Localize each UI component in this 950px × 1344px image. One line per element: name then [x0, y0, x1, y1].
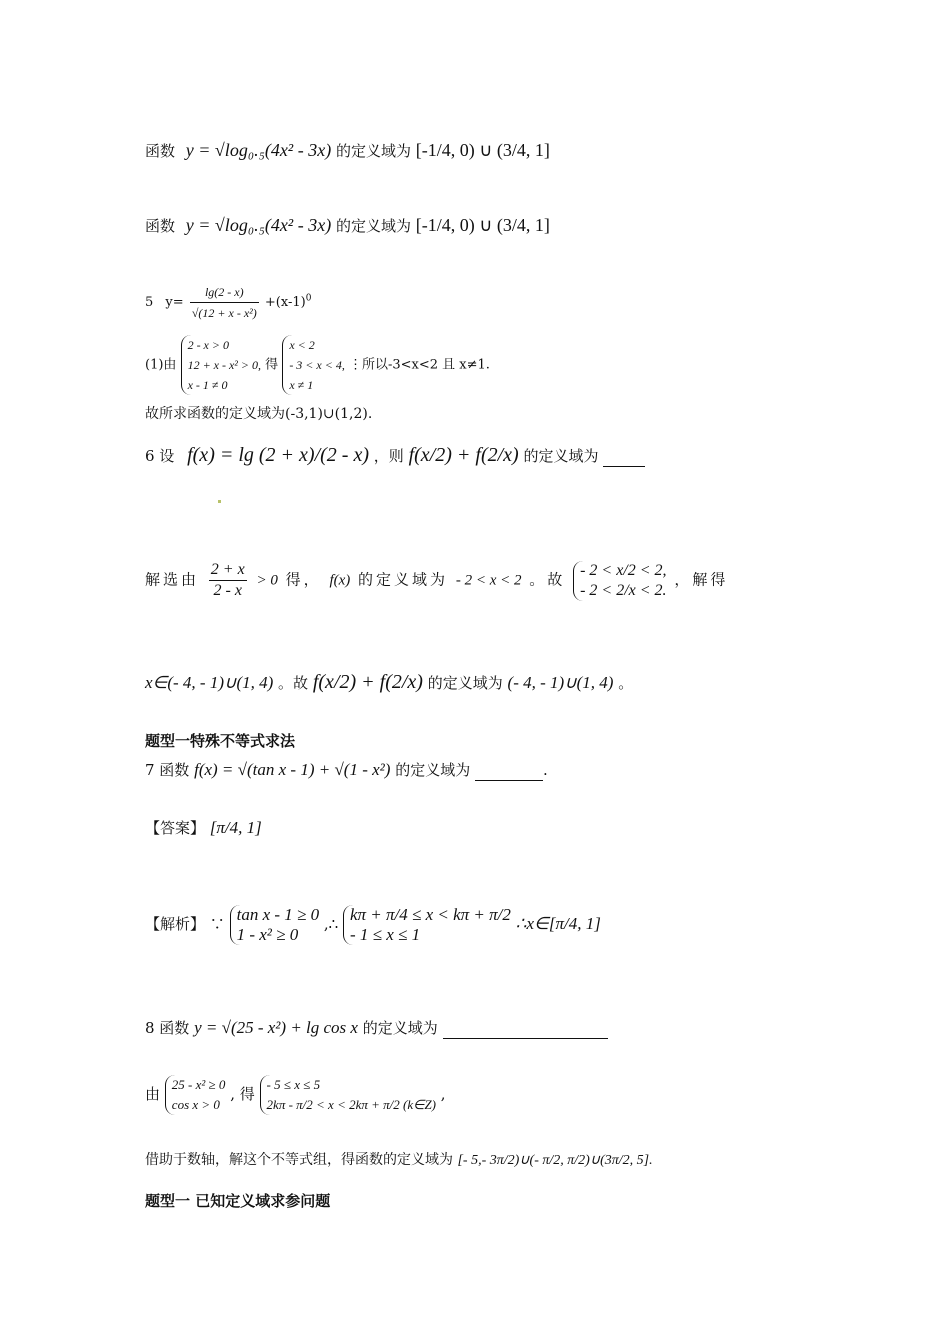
solution-system: x < 2 - 3 < x < 4, x ≠ 1	[282, 335, 345, 395]
section-heading: 题型一 已知定义域求参问题	[145, 1192, 331, 1210]
question-6-result: x∈(- 4, - 1)∪(1, 4) 。故 f(x/2) + f(2/x) 的定义域为 (- 4, - 1)∪(1, 4) 。	[145, 671, 634, 693]
question-5: 5 y= $\frac{\lg(2 - x)}{\text{√(12 + x - x²)}}$ $+(x-1)^0$	[145, 282, 311, 323]
answer-blank	[443, 1018, 608, 1039]
inequality-system: 2 - x > 0 12 + x - x² > 0, x - 1 ≠ 0	[181, 335, 261, 395]
inequality-system: - 2 < x/2 < 2, - 2 < 2/x < 2.	[573, 561, 666, 601]
solution-system: - 5 ≤ x ≤ 5 2kπ - π/2 < x < 2kπ + π/2 (k∈Z)	[260, 1075, 436, 1115]
domain-example-1: 函数 y = √log₀.₅(4x² - 3x) 的定义域为 [-1/4, 0) ∪ (3/4, 1]	[145, 140, 550, 160]
function-expression: y = √log₀.₅(4x² - 3x)	[185, 215, 332, 235]
inequality-system: 25 - x² ≥ 0 cos x > 0	[165, 1075, 226, 1115]
question-5-conclusion: 故所求函数的定义域为(-3,1)∪(1,2).	[145, 406, 373, 422]
question-8-solution: 由 25 - x² ≥ 0 cos x > 0 , 得 - 5 ≤ x ≤ 5 2kπ - π/2 < x < 2kπ + π/2 (k∈Z) ,	[145, 1075, 446, 1115]
fraction: $\frac{2 + x}{2 - x}$	[210, 561, 245, 599]
stray-dot	[218, 500, 221, 503]
inequality-system: tan x - 1 ≥ 0 1 - x² ≥ 0	[230, 905, 320, 945]
function-expression: f(x) = √(tan x - 1) + √(1 - x²)	[194, 760, 391, 779]
function-expression: y = √(25 - x²) + lg cos x	[194, 1018, 358, 1037]
question-8-conclusion: 借助于数轴，解这个不等式组，得函数的定义域为 [- 5,- 3π/2)∪(- π/2, π/2)∪(3π/2, 5].	[145, 1152, 653, 1168]
answer-blank	[475, 760, 543, 781]
question-7: 7 函数 f(x) = √(tan x - 1) + √(1 - x²) 的定义域为 .	[145, 760, 548, 779]
answer-interval: [-1/4, 0) ∪ (3/4, 1]	[415, 215, 550, 235]
function-definition: f(x) = lg (2 + x)/(2 - x)	[187, 444, 370, 466]
question-8: 8 函数 y = √(25 - x²) + lg cos x 的定义域为	[145, 1018, 608, 1039]
function-expression: y = √log₀.₅(4x² - 3x)	[185, 140, 332, 160]
fraction: $\frac{\lg(2 - x)}{\text{√(12 + x - x²)}}$	[190, 282, 259, 323]
question-7-analysis: 【解析】 ∵ tan x - 1 ≥ 0 1 - x² ≥ 0 ,∴ kπ + π/4 ≤ x < kπ + π/2 - 1 ≤ x ≤ 1 ∴x∈[π/4, 1]	[145, 905, 601, 944]
section-heading: 题型一特殊不等式求法	[145, 732, 296, 750]
question-5-solution: (1)由 2 - x > 0 12 + x - x² > 0, x - 1 ≠ 0 得 x < 2 - 3 < x < 4, x ≠ 1 ⋮所以-3<x<2 且 x≠1.	[145, 335, 490, 395]
composite-expression: f(x/2) + f(2/x)	[408, 444, 519, 466]
domain-example-2: 函数 y = √log₀.₅(4x² - 3x) 的定义域为 [-1/4, 0) ∪ (3/4, 1]	[145, 215, 550, 235]
answer-interval: [-1/4, 0) ∪ (3/4, 1]	[415, 140, 550, 160]
question-7-answer: 【答案】 [π/4, 1]	[145, 818, 262, 837]
solution-system: kπ + π/4 ≤ x < kπ + π/2 - 1 ≤ x ≤ 1	[343, 905, 511, 945]
question-6-solution: 解选由 $\frac{2 + x}{2 - x}$ > 0 得， f(x) 的定义域为 - 2 < x < 2 。故 - 2 < x/2 < 2, - 2 < 2/x < 2. ，解得	[145, 561, 729, 599]
question-6: 6 设 f(x) = lg (2 + x)/(2 - x) ，则 f(x/2) + f(2/x) 的定义域为	[145, 445, 645, 467]
answer-blank	[603, 446, 645, 467]
